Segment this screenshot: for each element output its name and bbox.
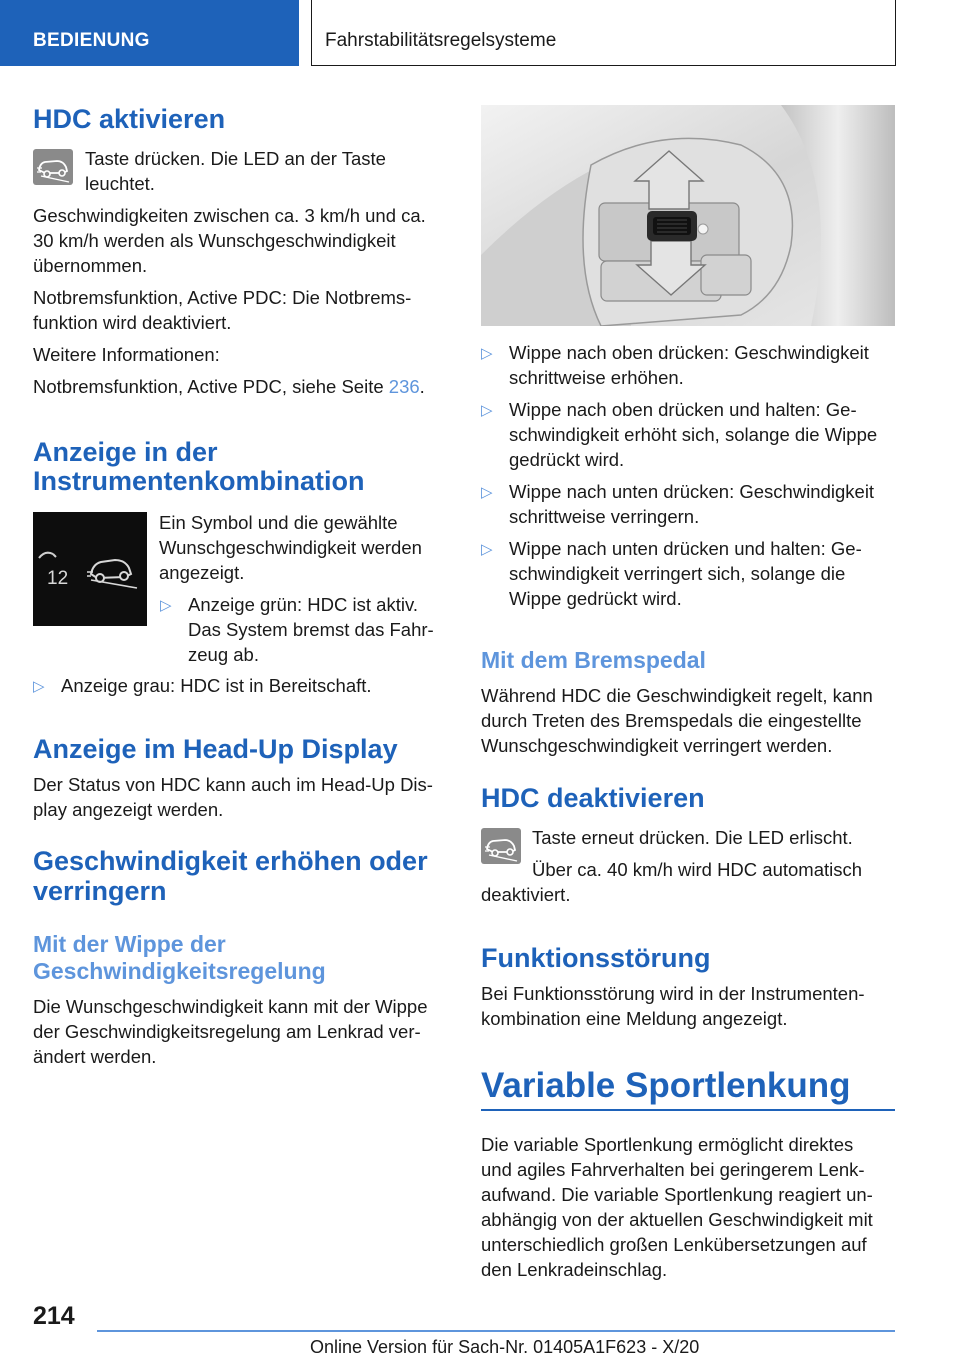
rocker-bullet4-2: schwindigkeit verringert sich, solange die [509,563,846,584]
section-tab [0,0,299,66]
cluster-speed-value: 12 [47,568,69,589]
subheading-rocker-1: Mit der Wippe der [33,931,226,957]
rocker-bullet2-1: Wippe nach oben drücken und halten: Ge- [509,399,857,420]
heading-rule [481,1109,895,1111]
hud-text-2: play angezeigt werden. [33,799,224,820]
cluster-bullet2: Anzeige grau: HDC ist in Bereitschaft. [61,675,372,696]
bullet-marker: ▷ [33,678,45,695]
brake-text-1: Während HDC die Geschwindigkeit regelt, kann [481,685,873,706]
steering-text-3: aufwand. Die variable Sportlenkung reagiert un- [481,1184,873,1205]
rocker-bullet2-3: gedrückt wird. [509,449,625,470]
steering-text-5: unterschiedlich großen Lenkübersetzungen auf [481,1234,867,1255]
instrument-cluster-image [33,512,147,626]
steering-text-6: den Lenkradeinschlag. [481,1259,668,1280]
heading-hdc-off: HDC deaktivieren [481,783,705,813]
chapter-header [311,0,896,66]
section-label: BEDIENUNG [33,30,150,51]
hdc-on-p4 [33,374,425,399]
cluster-text-2: Wunschgeschwindigkeit werden [159,537,422,558]
hdc-on-icon-text-1: Taste drücken. Die LED an der Taste [85,148,386,169]
speed-text-1: Die Wunschgeschwindigkeit kann mit der Wippe [33,996,428,1017]
rocker-bullet1-2: schrittweise erhöhen. [509,367,684,388]
heading-hud: Anzeige im Head-Up Display [33,734,398,764]
heading-cluster-2: Instrumentenkombination [33,466,365,496]
hdc-on-icon-text-2: leuchtet. [85,173,155,194]
hdc-off-icon-text: Taste erneut drücken. Die LED erlischt. [532,827,853,848]
rocker-bullet3-2: schrittweise verringern. [509,506,700,527]
footer-text: Online Version für Sach-Nr. 01405A1F623 - X/20 [310,1337,700,1357]
rocker-bullet4-1: Wippe nach unten drücken und halten: Ge- [509,538,862,559]
chapter-label: Fahrstabilitätsregelsysteme [325,30,557,51]
cluster-bullet1-3: zeug ab. [188,644,259,665]
bullet-marker: ▷ [481,345,493,362]
subheading-brake: Mit dem Bremspedal [481,647,706,673]
heading-fault: Funktionsstörung [481,943,711,973]
fault-text-1: Bei Funktionsstörung wird in der Instrumenten- [481,983,865,1004]
bullet-marker: ▷ [481,541,493,558]
steering-text-4: abhängig von der aktuellen Geschwindigkeit mit [481,1209,873,1230]
footer-rule [97,1330,895,1332]
speed-text-2: der Geschwindigkeitsregelung am Lenkrad ver- [33,1021,421,1042]
heading-sport-steering: Variable Sportlenkung [481,1066,851,1105]
bullet-marker: ▷ [160,597,172,614]
heading-speed-1: Geschwindigkeit erhöhen oder [33,846,428,876]
hdc-off-text-1: Über ca. 40 km/h wird HDC automatisch [532,859,863,880]
heading-speed-2: verringern [33,876,167,906]
hdc-on-p1-2: 30 km/h werden als Wunschgeschwindigkeit [33,230,396,251]
hdc-on-p2-2: funktion wird deaktiviert. [33,312,232,333]
hdc-on-p3: Weitere Informationen: [33,344,220,365]
rocker-bullet4-3: Wippe gedrückt wird. [509,588,682,609]
bullet-marker: ▷ [481,402,493,419]
steering-text-2: und agiles Fahrverhalten bei geringerem Lenk- [481,1159,865,1180]
hdc-on-p2-1: Notbremsfunktion, Active PDC: Die Notbrems- [33,287,412,308]
rocker-bullet2-2: schwindigkeit erhöht sich, solange die Wippe [509,424,878,445]
cluster-text-1: Ein Symbol und die gewählte [159,512,398,533]
bullet-marker: ▷ [481,484,493,501]
subheading-rocker-2: Geschwindigkeitsregelung [33,958,326,984]
hdc-on-p1-1: Geschwindigkeiten zwischen ca. 3 km/h und ca. [33,205,426,226]
hdc-on-p4-text: Notbremsfunktion, Active PDC, siehe Seite [33,376,389,397]
hdc-button-icon [481,828,521,864]
fault-text-2: kombination eine Meldung angezeigt. [481,1008,788,1029]
page-link-236[interactable]: 236 [388,376,420,397]
heading-cluster-1: Anzeige in der [33,437,218,467]
speed-text-3: ändert werden. [33,1046,157,1067]
hdc-button-icon [33,149,73,185]
rocker-bullet1-1: Wippe nach oben drücken: Geschwindigkeit [509,342,869,363]
steering-text-1: Die variable Sportlenkung ermöglicht direktes [481,1134,854,1155]
brake-text-3: Wunschgeschwindigkeit verringert werden. [481,735,833,756]
heading-hdc-on: HDC aktivieren [33,104,226,134]
cluster-bullet1-1: Anzeige grün: HDC ist aktiv. [188,594,418,615]
rocker-bullet3-1: Wippe nach unten drücken: Geschwindigkeit [509,481,875,502]
hdc-off-text-2: deaktiviert. [481,884,571,905]
hdc-on-p1-3: übernommen. [33,255,148,276]
page-number: 214 [33,1302,75,1330]
brake-text-2: durch Treten des Bremspedals die eingestellte [481,710,862,731]
hud-text-1: Der Status von HDC kann auch im Head-Up Dis- [33,774,433,795]
steering-wheel-rocker-photo [481,105,895,326]
cluster-text-3: angezeigt. [159,562,245,583]
hdc-on-p4-end: . [419,376,425,397]
cluster-bullet1-2: Das System bremst das Fahr- [188,619,434,640]
